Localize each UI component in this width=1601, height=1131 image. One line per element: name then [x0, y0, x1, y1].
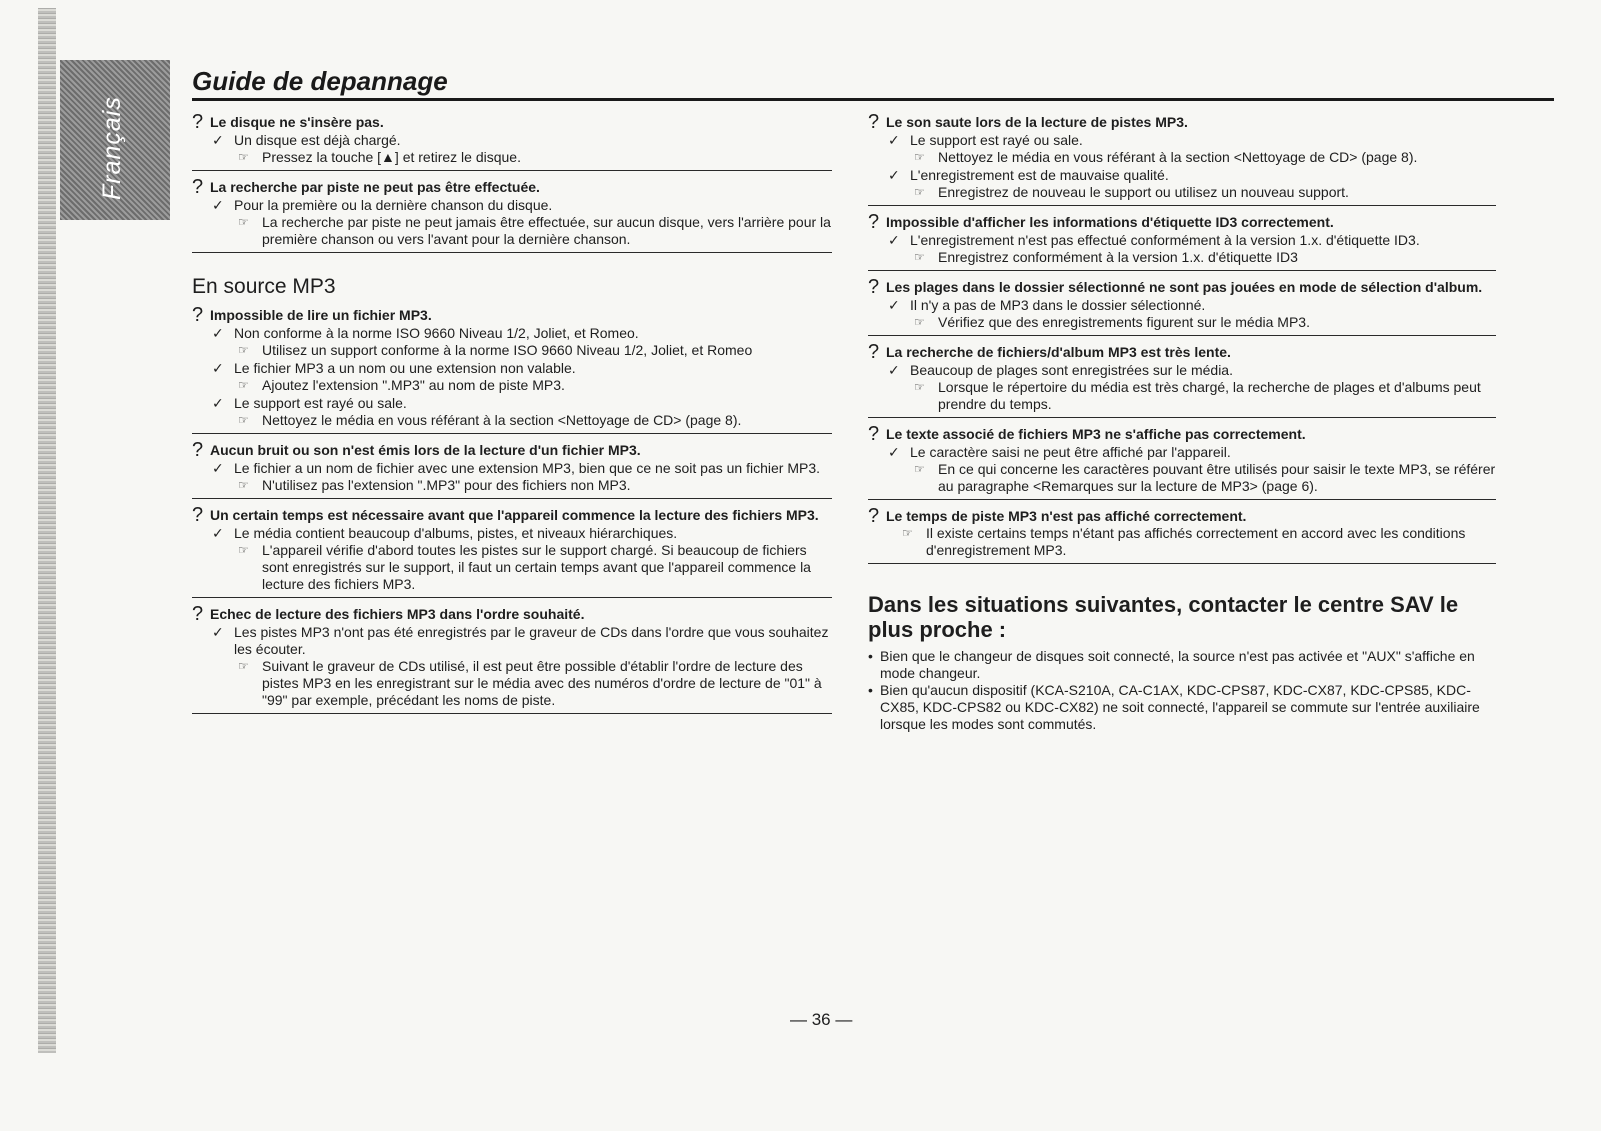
question-mark-icon: ? — [868, 276, 880, 298]
cause-line — [868, 297, 1496, 314]
checkmark-icon: ✓ — [212, 197, 224, 213]
cause-line — [868, 362, 1496, 379]
troubleshooting-item — [192, 304, 832, 434]
checkmark-icon: ✓ — [212, 325, 224, 341]
sav-bullet — [868, 648, 1496, 682]
problem-text: Un certain temps est nécessaire avant que l'appareil commence la lecture des fichiers MP3. — [210, 507, 819, 523]
cause-line — [192, 360, 832, 377]
troubleshooting-item — [868, 341, 1496, 418]
pointing-hand-icon: ☞ — [238, 343, 249, 357]
cause-text: Beaucoup de plages sont enregistrées sur le média. — [910, 362, 1233, 378]
problem-question — [192, 111, 832, 133]
problem-text: Le temps de piste MP3 n'est pas affiché correctement. — [886, 508, 1247, 524]
troubleshooting-item — [192, 504, 832, 598]
question-mark-icon: ? — [192, 504, 204, 526]
cause-text: Les pistes MP3 n'ont pas été enregistrés par le graveur de CDs dans l'ordre que vous souhaitez les écouter. — [234, 624, 829, 657]
problem-text: La recherche par piste ne peut pas être effectuée. — [210, 179, 540, 195]
remedy-text: Nettoyez le média en vous référant à la section <Nettoyage de CD> (page 8). — [938, 149, 1418, 165]
problem-text: Le son saute lors de la lecture de pistes MP3. — [886, 114, 1188, 130]
checkmark-icon: ✓ — [888, 297, 900, 313]
question-mark-icon: ? — [868, 211, 880, 233]
sav-heading: Dans les situations suivantes, contacter le centre SAV le plus proche : — [868, 592, 1459, 642]
pointing-hand-icon: ☞ — [914, 462, 925, 476]
remedy-line — [192, 149, 832, 166]
troubleshooting-item — [192, 439, 832, 499]
troubleshooting-item — [192, 111, 832, 171]
cause-text: Un disque est déjà chargé. — [234, 132, 401, 148]
question-mark-icon: ? — [192, 111, 204, 133]
question-mark-icon: ? — [192, 603, 204, 625]
cause-line — [868, 167, 1496, 184]
cause-text: Le caractère saisi ne peut être affiché par l'appareil. — [910, 444, 1231, 460]
troubleshooting-item — [192, 603, 832, 714]
cause-line — [192, 325, 832, 342]
problem-text: La recherche de fichiers/d'album MP3 est très lente. — [886, 344, 1231, 360]
problem-question — [868, 505, 1496, 527]
problem-question — [192, 176, 832, 198]
remedy-line — [868, 379, 1496, 413]
problem-question — [192, 603, 832, 625]
pointing-hand-icon: ☞ — [914, 150, 925, 164]
problem-text: Les plages dans le dossier sélectionné ne sont pas jouées en mode de sélection d'album. — [886, 279, 1483, 295]
pointing-hand-icon: ☞ — [238, 215, 249, 229]
scan-edge-strip — [38, 8, 56, 1053]
cause-line — [192, 132, 832, 149]
cause-text: Le média contient beaucoup d'albums, pistes, et niveaux hiérarchiques. — [234, 525, 678, 541]
cause-line — [192, 460, 832, 477]
remedy-line — [868, 184, 1496, 201]
cause-line — [192, 624, 832, 658]
problem-question — [868, 111, 1496, 133]
mp3-issues-continued — [868, 111, 1496, 564]
remedy-line — [868, 149, 1496, 166]
troubleshooting-item — [868, 423, 1496, 500]
remedy-text: Vérifiez que des enregistrements figurent sur le média MP3. — [938, 314, 1310, 330]
checkmark-icon: ✓ — [888, 444, 900, 460]
remedy-text: La recherche par piste ne peut jamais être effectuée, sur aucun disque, vers l'arrière pour la première chanson ou vers l'avant pour la dernière chanson. — [262, 214, 831, 247]
pointing-hand-icon: ☞ — [238, 478, 249, 492]
remedy-line — [868, 461, 1496, 495]
troubleshooting-item — [868, 505, 1496, 564]
question-mark-icon: ? — [192, 176, 204, 198]
pointing-hand-icon: ☞ — [238, 659, 249, 673]
page-number: — 36 — — [790, 1010, 853, 1029]
cause-text: L'enregistrement est de mauvaise qualité. — [910, 167, 1169, 183]
troubleshooting-item — [868, 211, 1496, 271]
mp3-issues — [192, 304, 832, 714]
page-title: Guide de depannage — [192, 66, 448, 96]
checkmark-icon: ✓ — [212, 525, 224, 541]
remedy-text: Enregistrez conformément à la version 1.x. d'étiquette ID3 — [938, 249, 1298, 265]
pointing-hand-icon: ☞ — [238, 543, 249, 557]
problem-text: Aucun bruit ou son n'est émis lors de la lecture d'un fichier MP3. — [210, 442, 641, 458]
remedy-text: Il existe certains temps n'étant pas affichés correctement en accord avec les conditions d'enregistrement MP3. — [926, 525, 1466, 558]
remedy-line — [868, 249, 1496, 266]
remedy-text: L'appareil vérifie d'abord toutes les pistes sur le support chargé. Si beaucoup de fichiers sont enregistrés sur le support, il faut un certain temps avant que l'appareil commence la lecture des fichiers MP3. — [262, 542, 811, 592]
title-rule — [192, 98, 1554, 101]
problem-text: Le texte associé de fichiers MP3 ne s'affiche pas correctement. — [886, 426, 1306, 442]
bullet-dot-icon: • — [868, 682, 873, 698]
pointing-hand-icon: ☞ — [238, 150, 249, 164]
sav-bullet — [868, 682, 1496, 733]
general-issues — [192, 111, 832, 253]
cause-line — [192, 395, 832, 412]
checkmark-icon: ✓ — [212, 360, 224, 376]
bullet-dot-icon: • — [868, 648, 873, 664]
remedy-line — [868, 314, 1496, 331]
problem-question — [868, 276, 1496, 298]
sav-bullet-list — [868, 648, 1496, 733]
question-mark-icon: ? — [192, 304, 204, 326]
cause-text: Le support est rayé ou sale. — [234, 395, 407, 411]
question-mark-icon: ? — [868, 423, 880, 445]
checkmark-icon: ✓ — [888, 167, 900, 183]
remedy-line — [868, 525, 1496, 559]
remedy-text: Utilisez un support conforme à la norme ISO 9660 Niveau 1/2, Joliet, et Romeo — [262, 342, 753, 358]
remedy-text: N'utilisez pas l'extension ".MP3" pour des fichiers non MP3. — [262, 477, 631, 493]
question-mark-icon: ? — [192, 439, 204, 461]
remedy-line — [192, 658, 832, 709]
problem-question — [192, 439, 832, 461]
cause-text: L'enregistrement n'est pas effectué conformément à la version 1.x. d'étiquette ID3. — [910, 232, 1420, 248]
problem-text: Echec de lecture des fichiers MP3 dans l'ordre souhaité. — [210, 606, 585, 622]
pointing-hand-icon: ☞ — [238, 378, 249, 392]
troubleshooting-item — [868, 276, 1496, 336]
checkmark-icon: ✓ — [212, 624, 224, 640]
section-heading-mp3: En source MP3 — [192, 275, 336, 298]
problem-text: Impossible d'afficher les informations d'étiquette ID3 correctement. — [886, 214, 1334, 230]
cause-line — [868, 444, 1496, 461]
pointing-hand-icon: ☞ — [238, 413, 249, 427]
remedy-text: Enregistrez de nouveau le support ou utilisez un nouveau support. — [938, 184, 1349, 200]
cause-line — [192, 197, 832, 214]
remedy-text: Ajoutez l'extension ".MP3" au nom de piste MP3. — [262, 377, 565, 393]
sav-bullet-text: Bien qu'aucun dispositif (KCA-S210A, CA-C1AX, KDC-CPS87, KDC-CX87, KDC-CPS85, KDC-CX85, KDC-CPS82 ou KDC-CX82) ne soit connecté, l'appareil se commute sur l'entrée auxiliaire lorsque les modes sont commutés. — [880, 682, 1480, 732]
checkmark-icon: ✓ — [212, 132, 224, 148]
problem-question — [192, 304, 832, 326]
problem-question — [192, 504, 832, 526]
checkmark-icon: ✓ — [212, 460, 224, 476]
cause-text: Le fichier a un nom de fichier avec une extension MP3, bien que ce ne soit pas un fichier MP3. — [234, 460, 821, 476]
right-column — [868, 111, 1496, 733]
checkmark-icon: ✓ — [888, 132, 900, 148]
remedy-line — [192, 477, 832, 494]
pointing-hand-icon: ☞ — [914, 315, 925, 329]
cause-line — [192, 525, 832, 542]
problem-question — [868, 211, 1496, 233]
cause-text: Le fichier MP3 a un nom ou une extension non valable. — [234, 360, 576, 376]
sav-bullet-text: Bien que le changeur de disques soit connecté, la source n'est pas activée et "AUX" s'affiche en mode changeur. — [880, 648, 1475, 681]
remedy-text: En ce qui concerne les caractères pouvant être utilisés pour saisir le texte MP3, se référer au paragraphe <Remarques sur la lecture de MP3> (page 6). — [938, 461, 1496, 494]
problem-text: Impossible de lire un fichier MP3. — [210, 307, 432, 323]
cause-line — [868, 132, 1496, 149]
remedy-text: Lorsque le répertoire du média est très chargé, la recherche de plages et d'albums peut prendre du temps. — [938, 379, 1481, 412]
left-column — [192, 111, 832, 722]
question-mark-icon: ? — [868, 111, 880, 133]
pointing-hand-icon: ☞ — [914, 380, 925, 394]
remedy-line — [192, 342, 832, 359]
remedy-line — [192, 377, 832, 394]
checkmark-icon: ✓ — [888, 362, 900, 378]
pointing-hand-icon: ☞ — [914, 185, 925, 199]
remedy-line — [192, 214, 832, 248]
question-mark-icon: ? — [868, 505, 880, 527]
remedy-text: Pressez la touche [▲] et retirez le disque. — [262, 149, 521, 165]
pointing-hand-icon: ☞ — [902, 526, 913, 540]
troubleshooting-item — [868, 111, 1496, 206]
cause-line — [868, 232, 1496, 249]
pointing-hand-icon: ☞ — [914, 250, 925, 264]
problem-question — [868, 341, 1496, 363]
cause-text: Il n'y a pas de MP3 dans le dossier sélectionné. — [910, 297, 1206, 313]
remedy-text: Suivant le graveur de CDs utilisé, il est peut être possible d'établir l'ordre de lecture des pistes MP3 en les enregistrant sur le média avec des numéros d'ordre de lecture de "01" à "99" par exemple, précédant les noms de piste. — [262, 658, 822, 708]
cause-text: Non conforme à la norme ISO 9660 Niveau 1/2, Joliet, et Romeo. — [234, 325, 639, 341]
troubleshooting-item — [192, 176, 832, 253]
language-tab-label: Français — [98, 96, 126, 200]
cause-text: Le support est rayé ou sale. — [910, 132, 1083, 148]
remedy-line — [192, 542, 832, 593]
remedy-text: Nettoyez le média en vous référant à la section <Nettoyage de CD> (page 8). — [262, 412, 742, 428]
question-mark-icon: ? — [868, 341, 880, 363]
checkmark-icon: ✓ — [212, 395, 224, 411]
problem-question — [868, 423, 1496, 445]
checkmark-icon: ✓ — [888, 232, 900, 248]
cause-text: Pour la première ou la dernière chanson du disque. — [234, 197, 553, 213]
problem-text: Le disque ne s'insère pas. — [210, 114, 384, 130]
remedy-line — [192, 412, 832, 429]
